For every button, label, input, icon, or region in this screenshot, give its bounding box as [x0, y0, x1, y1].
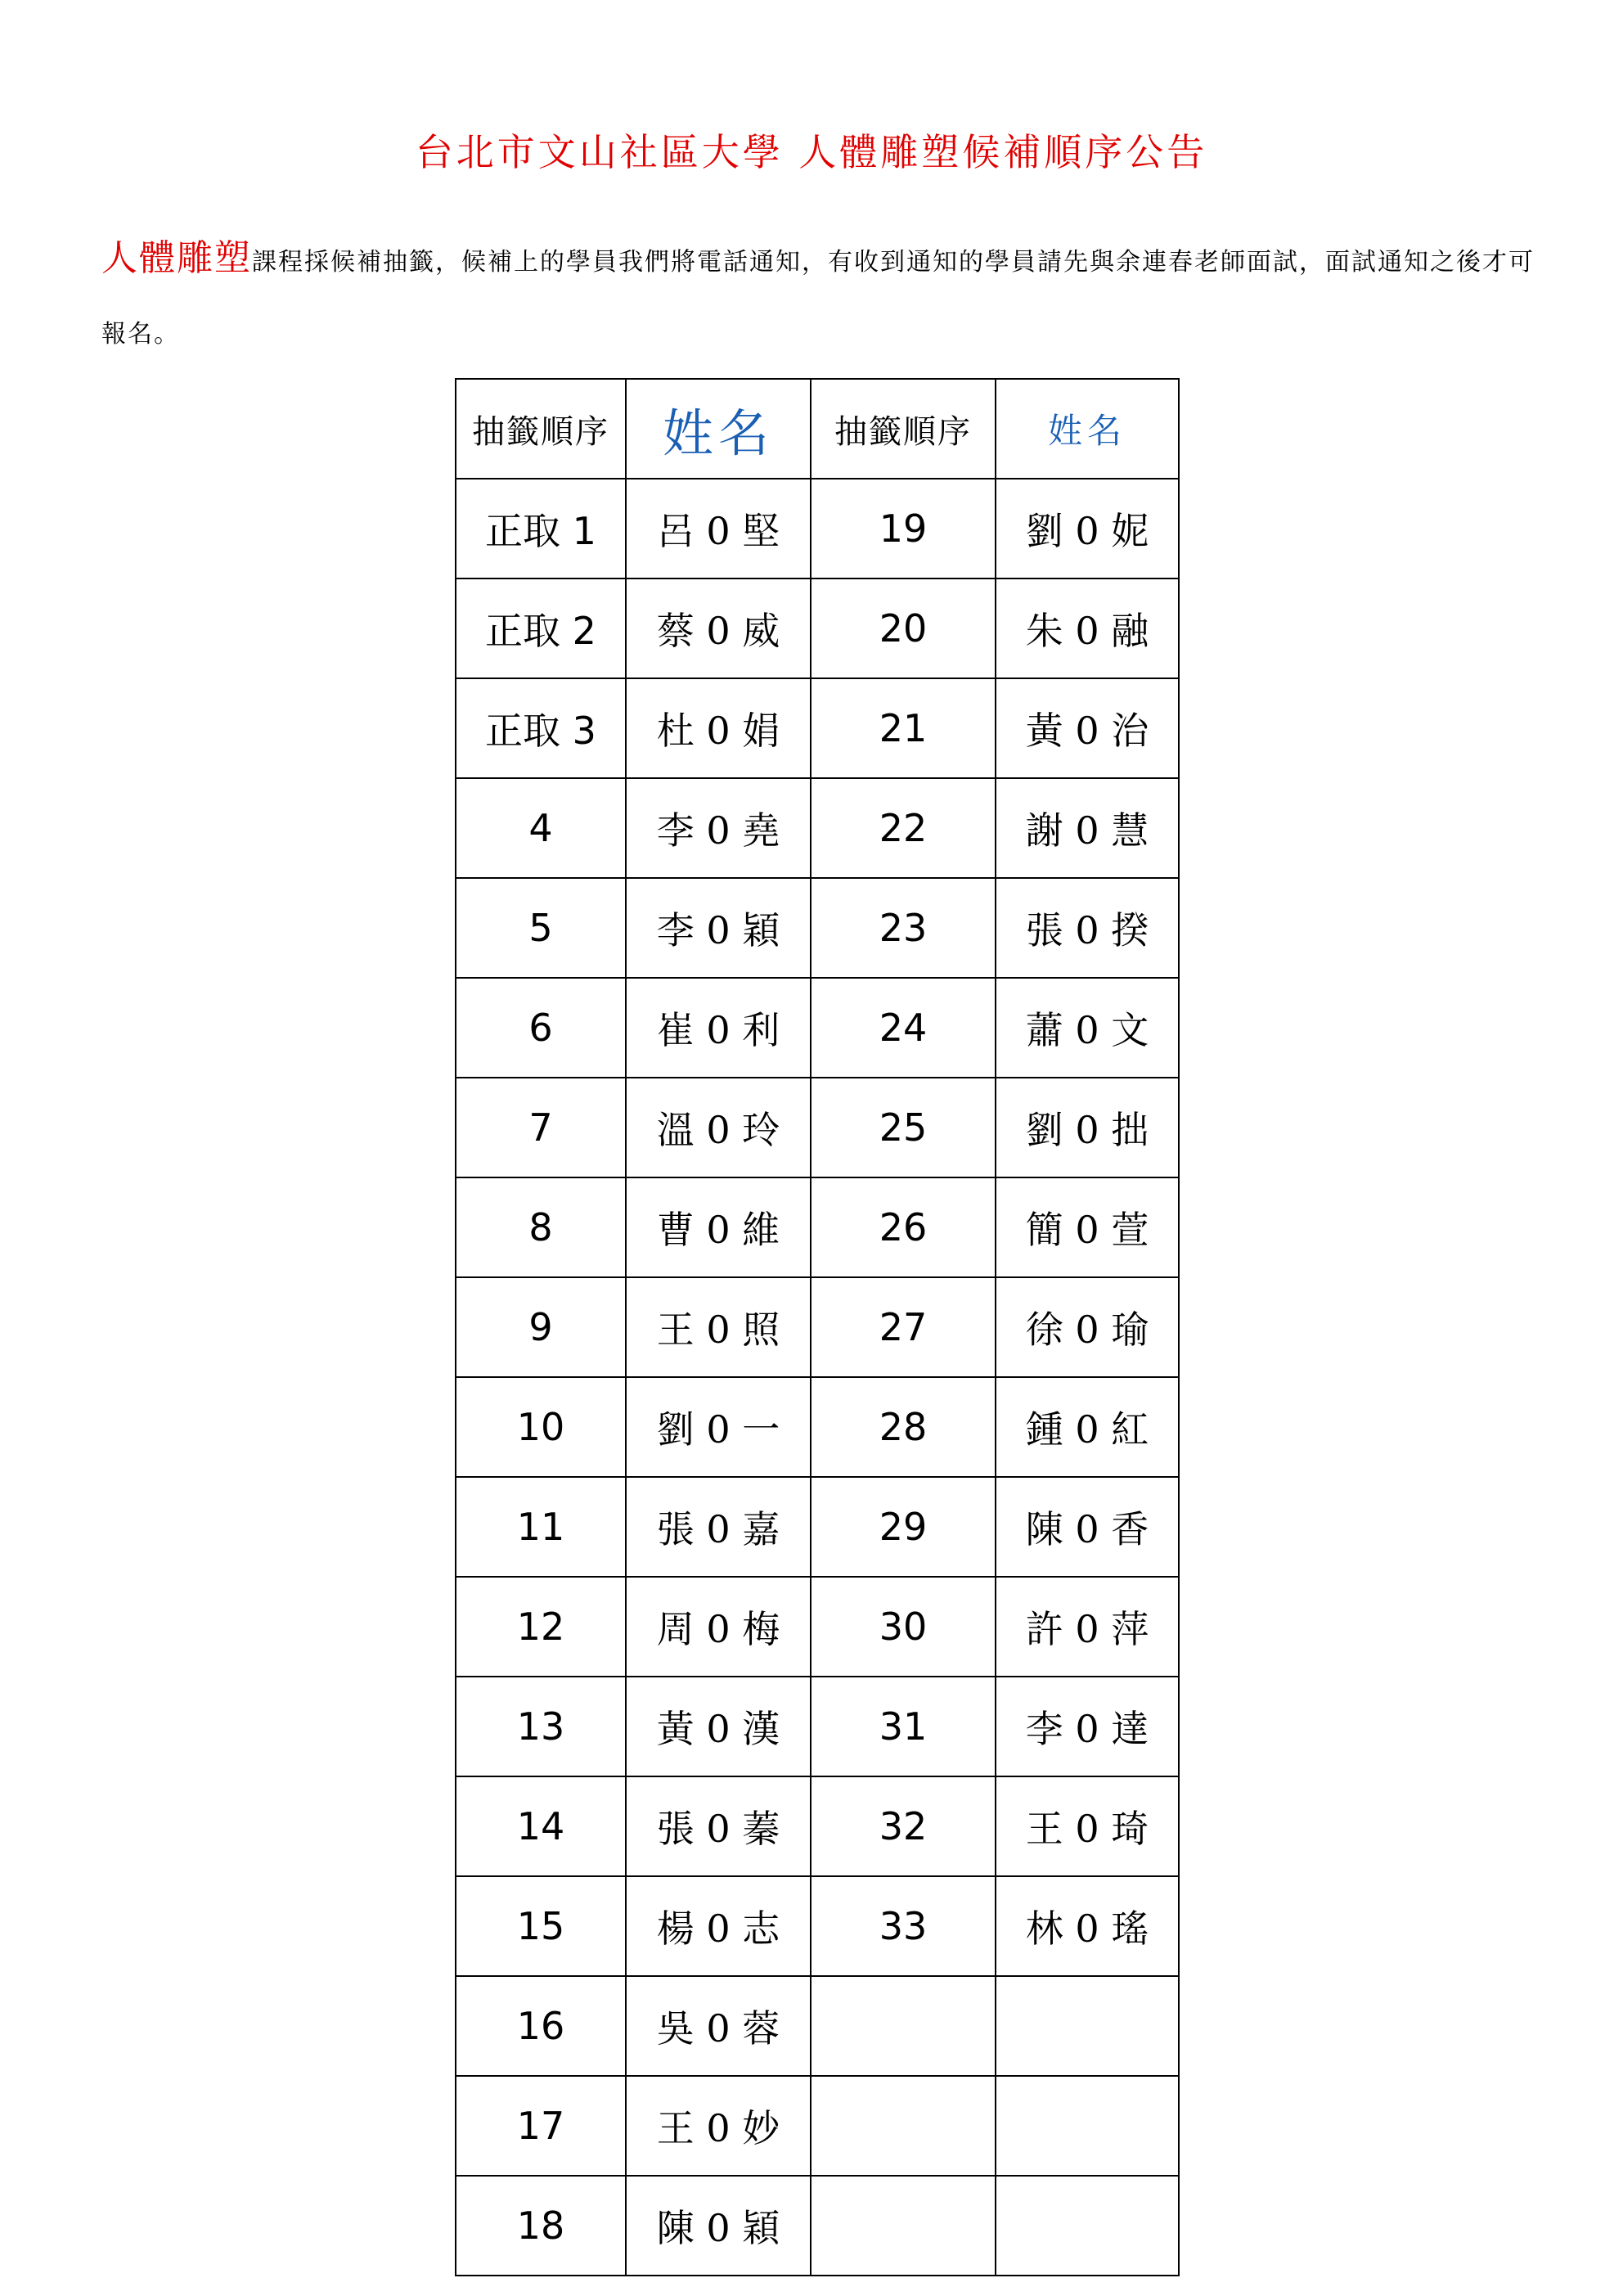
order-cell: 20	[811, 579, 996, 678]
name-cell: 朱 0 融	[996, 579, 1179, 678]
order-cell: 16	[456, 1976, 626, 2076]
name-cell: 王 0 妙	[626, 2076, 811, 2176]
name-cell	[996, 1976, 1179, 2076]
table-row	[456, 1776, 1179, 1876]
table-header-row	[456, 379, 1179, 479]
name-cell: 黃 0 漢	[626, 1677, 811, 1776]
order-cell: 29	[811, 1477, 996, 1577]
order-cell: 24	[811, 978, 996, 1078]
order-cell: 4	[456, 778, 626, 878]
table-body	[456, 479, 1179, 2276]
order-cell: 11	[456, 1477, 626, 1577]
table-row	[456, 678, 1179, 778]
table-row	[456, 1177, 1179, 1277]
order-cell: 18	[456, 2176, 626, 2276]
name-cell	[996, 2176, 1179, 2276]
order-cell	[811, 2176, 996, 2276]
order-cell: 正取 3	[456, 678, 626, 778]
order-cell: 正取 2	[456, 579, 626, 678]
name-cell: 楊 0 志	[626, 1876, 811, 1976]
order-cell: 10	[456, 1377, 626, 1477]
name-cell: 李 0 堯	[626, 778, 811, 878]
name-cell: 鍾 0 紅	[996, 1377, 1179, 1477]
order-cell: 27	[811, 1277, 996, 1377]
header-order-1: 抽籤順序	[456, 379, 626, 479]
table-row	[456, 1277, 1179, 1377]
name-cell: 李 0 達	[996, 1677, 1179, 1776]
intro-text: 課程採候補抽籤，候補上的學員我們將電話通知，有收到通知的學員請先與余連春老師面試，面試通知之後才可報名。	[101, 248, 1535, 349]
name-cell: 吳 0 蓉	[626, 1976, 811, 2076]
order-cell: 31	[811, 1677, 996, 1776]
header-order-2: 抽籤順序	[811, 379, 996, 479]
table-row	[456, 579, 1179, 678]
order-cell: 5	[456, 878, 626, 978]
order-cell: 19	[811, 479, 996, 579]
header-name-1: 姓名	[626, 379, 811, 479]
name-cell: 簡 0 萱	[996, 1177, 1179, 1277]
name-cell: 杜 0 娟	[626, 678, 811, 778]
order-cell: 14	[456, 1776, 626, 1876]
order-cell: 21	[811, 678, 996, 778]
name-cell: 蔡 0 威	[626, 579, 811, 678]
name-cell: 呂 0 堅	[626, 479, 811, 579]
order-cell: 25	[811, 1078, 996, 1177]
table-row	[456, 978, 1179, 1078]
name-cell: 黃 0 治	[996, 678, 1179, 778]
name-cell: 劉 0 一	[626, 1377, 811, 1477]
name-cell: 李 0 穎	[626, 878, 811, 978]
header-name-2: 姓名	[996, 379, 1179, 479]
table-row	[456, 1876, 1179, 1976]
table-row	[456, 778, 1179, 878]
order-cell: 33	[811, 1876, 996, 1976]
page-title: 台北市文山社區大學 人體雕塑候補順序公告	[415, 130, 1208, 174]
order-cell: 12	[456, 1577, 626, 1677]
order-cell: 28	[811, 1377, 996, 1477]
name-cell	[996, 2076, 1179, 2176]
order-cell: 6	[456, 978, 626, 1078]
table-row	[456, 1078, 1179, 1177]
order-cell: 17	[456, 2076, 626, 2176]
name-cell: 崔 0 利	[626, 978, 811, 1078]
table-row	[456, 2076, 1179, 2176]
intro-paragraph	[101, 223, 1549, 371]
name-cell: 徐 0 瑜	[996, 1277, 1179, 1377]
name-cell: 林 0 瑤	[996, 1876, 1179, 1976]
name-cell: 張 0 揆	[996, 878, 1179, 978]
name-cell: 許 0 萍	[996, 1577, 1179, 1677]
table-row	[456, 1377, 1179, 1477]
table-row	[456, 2176, 1179, 2276]
order-cell: 7	[456, 1078, 626, 1177]
order-cell: 8	[456, 1177, 626, 1277]
name-cell: 劉 0 妮	[996, 479, 1179, 579]
order-cell	[811, 2076, 996, 2176]
name-cell: 陳 0 香	[996, 1477, 1179, 1577]
waitlist-table	[455, 378, 1180, 2276]
order-cell: 30	[811, 1577, 996, 1677]
name-cell: 張 0 嘉	[626, 1477, 811, 1577]
table-row	[456, 878, 1179, 978]
name-cell: 張 0 蓁	[626, 1776, 811, 1876]
name-cell: 周 0 梅	[626, 1577, 811, 1677]
order-cell	[811, 1976, 996, 2076]
order-cell: 22	[811, 778, 996, 878]
name-cell: 曹 0 維	[626, 1177, 811, 1277]
name-cell: 王 0 琦	[996, 1776, 1179, 1876]
table-row	[456, 1677, 1179, 1776]
name-cell: 謝 0 慧	[996, 778, 1179, 878]
table-row	[456, 1477, 1179, 1577]
name-cell: 蕭 0 文	[996, 978, 1179, 1078]
order-cell: 26	[811, 1177, 996, 1277]
order-cell: 9	[456, 1277, 626, 1377]
order-cell: 13	[456, 1677, 626, 1776]
order-cell: 15	[456, 1876, 626, 1976]
name-cell: 劉 0 拙	[996, 1078, 1179, 1177]
table-row	[456, 1577, 1179, 1677]
order-cell: 32	[811, 1776, 996, 1876]
name-cell: 溫 0 玲	[626, 1078, 811, 1177]
order-cell: 正取 1	[456, 479, 626, 579]
table-row	[456, 479, 1179, 579]
name-cell: 王 0 照	[626, 1277, 811, 1377]
table-row	[456, 1976, 1179, 2076]
course-name: 人體雕塑	[101, 237, 252, 279]
order-cell: 23	[811, 878, 996, 978]
name-cell: 陳 0 穎	[626, 2176, 811, 2276]
